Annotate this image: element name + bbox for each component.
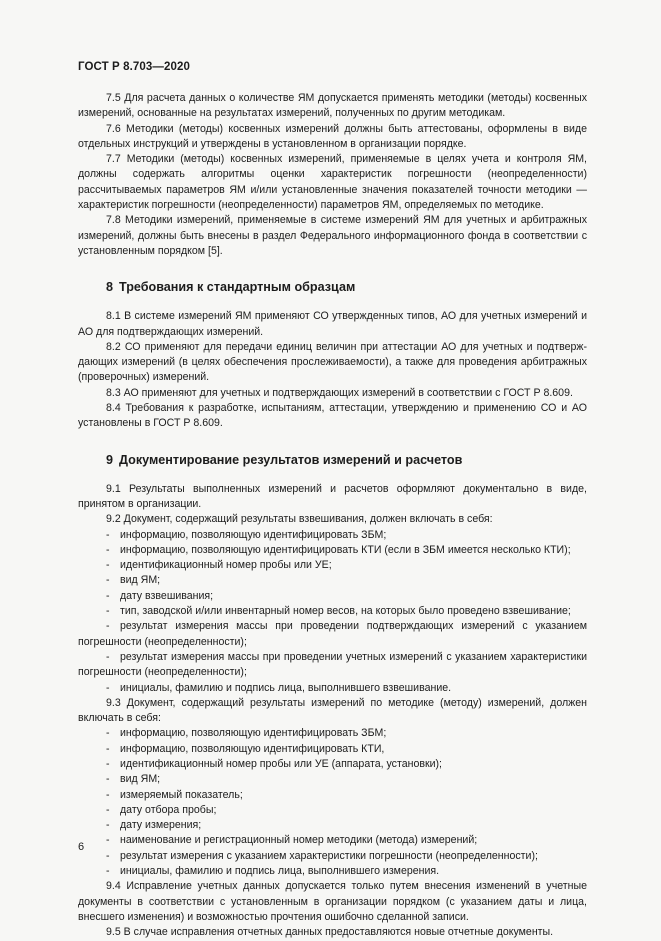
section-9-title: Документирование результатов измерений и расчетов [119, 452, 463, 467]
paragraph-7-8: 7.8 Методики измерений, применяемые в системе измерений ЯМ для учетных и арбитражных измерений, должны быть внесены в раздел Федерального информационного фонда в соответствии с установленным порядком [5]. [78, 214, 587, 257]
paragraph-7-6: 7.6 Методики (методы) косвенных измерений должны быть аттестованы, оформлены в виде отдельных инструкций и утверждены в установленном в организации порядке. [78, 122, 587, 150]
list-item: - информацию, позволяющую идентифицировать КТИ (если в ЗБМ имеется несколько КТИ); [106, 543, 571, 556]
list-item: - инициалы, фамилию и подпись лица, выполнившего взвешивание. [106, 681, 452, 694]
list-item: - информацию, позволяющую идентифицировать ЗБМ; [106, 727, 387, 740]
paragraph-8-1: 8.1 В системе измерений ЯМ применяют СО утвержденных типов, АО для учетных измерений и АО для подтверждающих измерений. [78, 310, 587, 338]
section-8-heading [78, 279, 587, 296]
list-item: - вид ЯМ; [106, 773, 161, 786]
list-item: - результат измерения массы при проведении учетных измерений с указанием характеристики погрешности (неопределенности); [78, 650, 587, 679]
list-item: - вид ЯМ; [106, 574, 161, 587]
list-item: - идентификационный номер пробы или УЕ (аппарата, установки); [106, 757, 442, 770]
section-8-title: Требования к стандартным образцам [119, 280, 356, 295]
paragraph-8-2: 8.2 СО применяют для передачи единиц величин при аттестации АО для учетных и подтверж-дающих измерений (в целях обеспечения прослеживаемости), а также для проведения арбитражных (проверочных) измерений. [78, 340, 587, 384]
document-header: ГОСТ Р 8.703—2020 [78, 61, 190, 73]
document-body [78, 91, 587, 941]
paragraph-8-3: 8.3 АО применяют для учетных и подтверждающих измерений в соответствии с ГОСТ Р 8.609. [106, 386, 573, 399]
paragraph-9-1: 9.1 Результаты выполненных измерений и расчетов оформляют документально в виде, принятом в организации. [78, 482, 587, 510]
list-item: - дату измерения; [106, 819, 202, 832]
list-item: - измеряемый показатель; [106, 788, 243, 801]
page-number: 6 [78, 841, 85, 853]
list-item: - наименование и регистрационный номер методики (метода) измерений; [106, 834, 478, 847]
list-item: - дату взвешивания; [106, 589, 214, 602]
paragraph-9-5: 9.5 В случае исправления отчетных данных предоставляются новые отчетные документы. [106, 926, 554, 939]
paragraph-7-5: 7.5 Для расчета данных о количестве ЯМ допускается применять методики (методы) косвенных измерений, основанные на результатах измерений, полученных по другим методикам. [78, 92, 587, 120]
section-9-number: 9 [106, 452, 114, 467]
paragraph-9-2: 9.2 Документ, содержащий результаты взвешивания, должен включать в себя: [106, 513, 493, 526]
paragraph-9-3: 9.3 Документ, содержащий результаты измерений по методике (методу) измерений, должен включать в себя: [78, 696, 587, 725]
list-item: - результат измерения с указанием характеристики погрешности (неопределенности); [106, 849, 538, 862]
list-item: - информацию, позволяющую идентифицировать КТИ, [106, 742, 385, 755]
list-item: - дату отбора пробы; [106, 803, 217, 816]
paragraph-9-4: 9.4 Исправление учетных данных допускается только путем внесения изменений в учетные документы в соответствии с установленным в организации порядком (с указанием даты и лица, внесшего изменения) и возможностью прочтения ошибочно сделанной записи. [78, 880, 587, 923]
section-9-heading [78, 452, 587, 469]
paragraph-7-7: 7.7 Методики (методы) косвенных измерений, применяемые в целях учета и контроля ЯМ, должны содержать алгоритмы оценки характеристик погрешности (неопределенности) рассчитываемых параметров ЯМ и/или установленные значения показателей точности методики — характеристик погрешности (неопределенности) параметров ЯМ, определяемых по методике. [78, 153, 587, 212]
section-8-number: 8 [106, 280, 114, 295]
list-item: - результат измерения массы при проведении подтверждающих измерений с указанием погрешности (неопределенности); [78, 620, 587, 648]
list-item: - идентификационный номер пробы или УЕ; [106, 559, 332, 572]
list-item: - информацию, позволяющую идентифицировать ЗБМ; [106, 528, 387, 541]
list-item: - инициалы, фамилию и подпись лица, выполнившего измерения. [106, 865, 440, 878]
paragraph-8-4: 8.4 Требования к разработке, испытаниям, аттестации, утверждению и применению СО и АО установлены в ГОСТ Р 8.609. [78, 402, 587, 430]
list-item: - тип, заводской и/или инвентарный номер весов, на которых было проведено взвешивание; [106, 605, 571, 618]
